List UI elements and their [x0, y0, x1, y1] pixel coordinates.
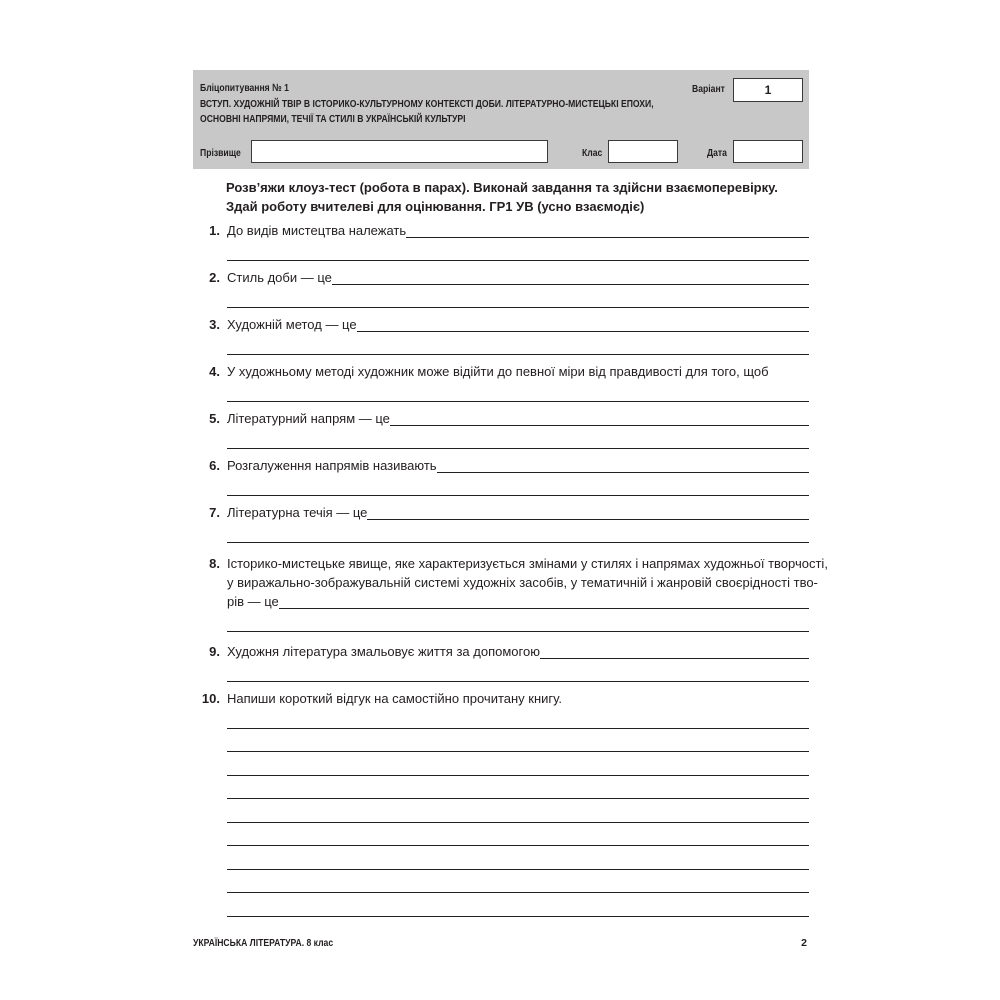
question-text: Стиль доби — це	[227, 270, 332, 285]
page-number: 2	[801, 937, 807, 949]
answer-line[interactable]	[227, 631, 809, 632]
class-label: Клас	[582, 147, 603, 159]
question-text: У художньому методі художник може відійти до певної міри від правдивості для того, щоб	[227, 364, 769, 379]
footer-title-text: УКРАЇНСЬКА ЛІТЕРАТУРА. 8 клас	[193, 937, 334, 949]
answer-line[interactable]	[227, 869, 809, 870]
question-number: 5.	[209, 411, 220, 426]
question-text: Розгалуження напрямів називають	[227, 458, 437, 473]
question-number: 7.	[209, 505, 220, 520]
answer-line[interactable]	[227, 681, 809, 682]
answer-line[interactable]	[227, 260, 809, 261]
topic-line-2: ОСНОВНІ НАПРЯМИ, ТЕЧІЇ ТА СТИЛІ В УКРАЇНСЬКІЙ КУЛЬТУРІ	[200, 113, 466, 125]
topic-line-1: ВСТУП. ХУДОЖНІЙ ТВІР В ІСТОРИКО-КУЛЬТУРНОМУ КОНТЕКСТІ ДОБИ. ЛІТЕРАТУРНО-МИСТЕЦЬКІ ЕПОХИ,	[200, 98, 654, 110]
instructions-line-1: Розв’яжи клоуз-тест (робота в парах). Виконай завдання та здійсни взаємоперевірку.	[226, 180, 778, 195]
answer-line[interactable]	[227, 822, 809, 823]
variant-label: Варіант	[692, 83, 725, 95]
answer-line[interactable]	[227, 916, 809, 917]
worksheet-header	[193, 70, 809, 169]
answer-line[interactable]	[227, 307, 809, 308]
question-text-line-1: Історико-мистецьке явище, яке характеризується змінами у стилях і напрямах художньої творчості,	[227, 556, 828, 571]
question-text-line-3: рів — це	[227, 594, 279, 609]
question-number: 2.	[209, 270, 220, 285]
answer-line[interactable]	[227, 401, 809, 402]
answer-line[interactable]	[227, 798, 809, 799]
question-text: Літературна течія — це	[227, 505, 368, 520]
date-label: Дата	[707, 147, 727, 159]
answer-line[interactable]	[227, 448, 809, 449]
answer-line[interactable]	[227, 608, 809, 609]
answer-line[interactable]	[227, 542, 809, 543]
surname-field[interactable]	[251, 140, 548, 163]
question-number: 9.	[209, 644, 220, 659]
answer-line[interactable]	[227, 728, 809, 729]
answer-line[interactable]	[227, 845, 809, 846]
answer-line[interactable]	[227, 775, 809, 776]
surname-label: Прізвище	[200, 147, 241, 159]
answer-line[interactable]	[227, 354, 809, 355]
question-text: Літературний напрям — це	[227, 411, 390, 426]
answer-line[interactable]	[227, 892, 809, 893]
series-label: Бліцопитування № 1	[200, 82, 289, 94]
question-number: 3.	[209, 317, 220, 332]
instructions-line-2: Здай роботу вчителеві для оцінювання. ГР1 УВ (усно взаємодіє)	[226, 199, 645, 214]
question-number: 10.	[201, 691, 220, 706]
variant-field[interactable]: 1	[733, 78, 803, 102]
question-number: 4.	[209, 364, 220, 379]
date-field[interactable]	[733, 140, 803, 163]
question-text: До видів мистецтва належать	[227, 223, 407, 238]
answer-line[interactable]	[227, 495, 809, 496]
question-text: Художня література змальовує життя за допомогою	[227, 644, 540, 659]
question-text: Напиши короткий відгук на самостійно прочитану книгу.	[227, 691, 562, 706]
question-text-line-2: у виражально-зображувальній системі художніх засобів, у тематичній і жанровій своєрідності тво-	[227, 575, 818, 590]
answer-line[interactable]	[227, 751, 809, 752]
question-number: 1.	[209, 223, 220, 238]
question-number: 8.	[209, 556, 220, 571]
question-text: Художній метод — це	[227, 317, 357, 332]
class-field[interactable]	[608, 140, 678, 163]
footer-title	[193, 937, 364, 949]
question-number: 6.	[209, 458, 220, 473]
